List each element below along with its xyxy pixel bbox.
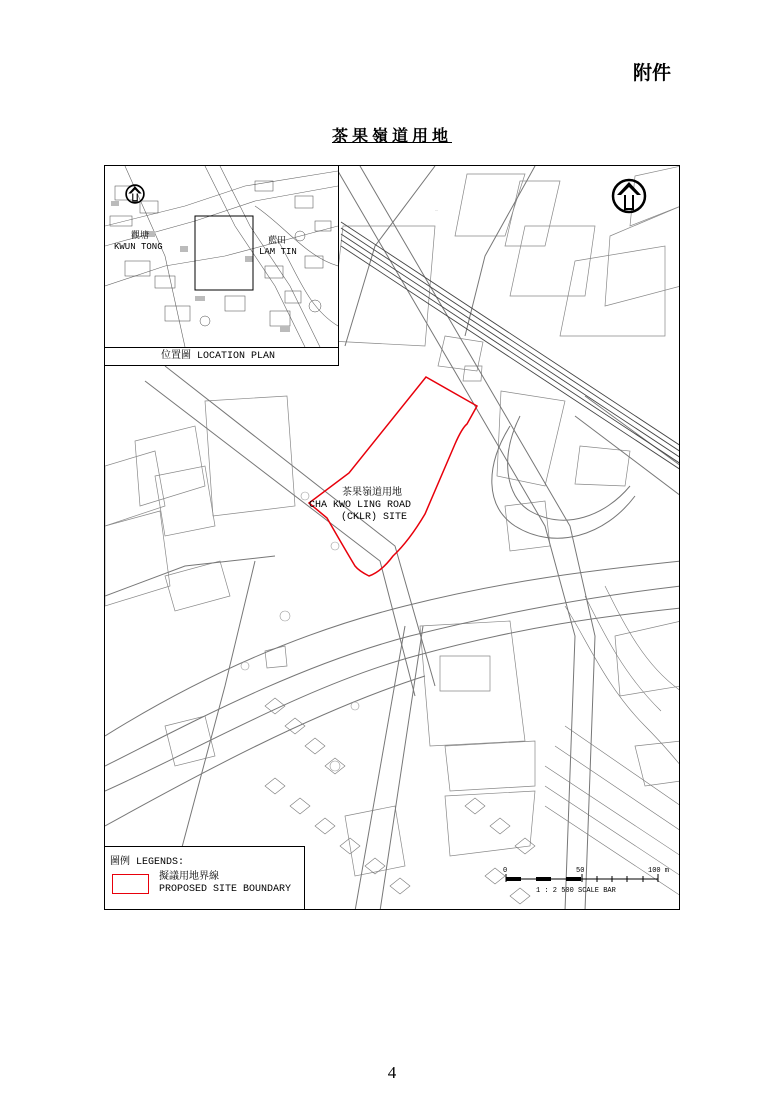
legend-site-boundary-label bbox=[159, 872, 291, 896]
faint-map-labels bbox=[435, 207, 438, 212]
site-label-en-2: (CKLR) SITE bbox=[341, 512, 408, 523]
place-kwun-tong-zh: 觀塘 bbox=[131, 231, 150, 241]
svg-text:...: ... bbox=[435, 207, 439, 212]
page-title-container bbox=[0, 123, 784, 146]
location-plan-north-arrow-icon bbox=[125, 184, 145, 204]
legend-title: 圖例 LEGENDS: bbox=[110, 857, 185, 868]
legend bbox=[105, 846, 305, 909]
scale-bar-text: 1 : 2 500 SCALE BAR bbox=[536, 887, 616, 895]
location-plan-caption: 位置圖 LOCATION PLAN bbox=[105, 347, 338, 365]
page-number: 4 bbox=[387, 1063, 397, 1082]
scale-tick-0: 0 bbox=[503, 867, 508, 875]
proposed-site-boundary bbox=[309, 377, 477, 576]
north-arrow-icon bbox=[611, 178, 647, 214]
rail-tracks bbox=[341, 222, 680, 470]
page-title: 茶果嶺道用地 bbox=[331, 126, 452, 145]
legend-site-boundary-swatch bbox=[112, 874, 149, 894]
scale-tick-100: 100 m bbox=[648, 867, 670, 875]
place-kwun-tong-en: KWUN TONG bbox=[114, 242, 163, 252]
site-location-box bbox=[195, 216, 253, 290]
scale-tick-50: 50 bbox=[576, 867, 585, 875]
estate-blocks bbox=[265, 586, 680, 904]
legend-label-en: PROPOSED SITE BOUNDARY bbox=[159, 884, 292, 895]
site-label-en-1: CHA KWO LING ROAD bbox=[309, 500, 412, 511]
legend-label-zh: 擬議用地界線 bbox=[159, 872, 219, 883]
location-plan bbox=[105, 166, 339, 366]
annex-label: 附件 bbox=[632, 62, 671, 84]
site-map bbox=[104, 165, 680, 910]
site-label-zh: 茶果嶺道用地 bbox=[342, 488, 402, 499]
place-lam-tin-zh: 藍田 bbox=[268, 236, 287, 246]
place-lam-tin-en: LAM TIN bbox=[259, 247, 297, 257]
tree-symbols bbox=[139, 492, 359, 892]
